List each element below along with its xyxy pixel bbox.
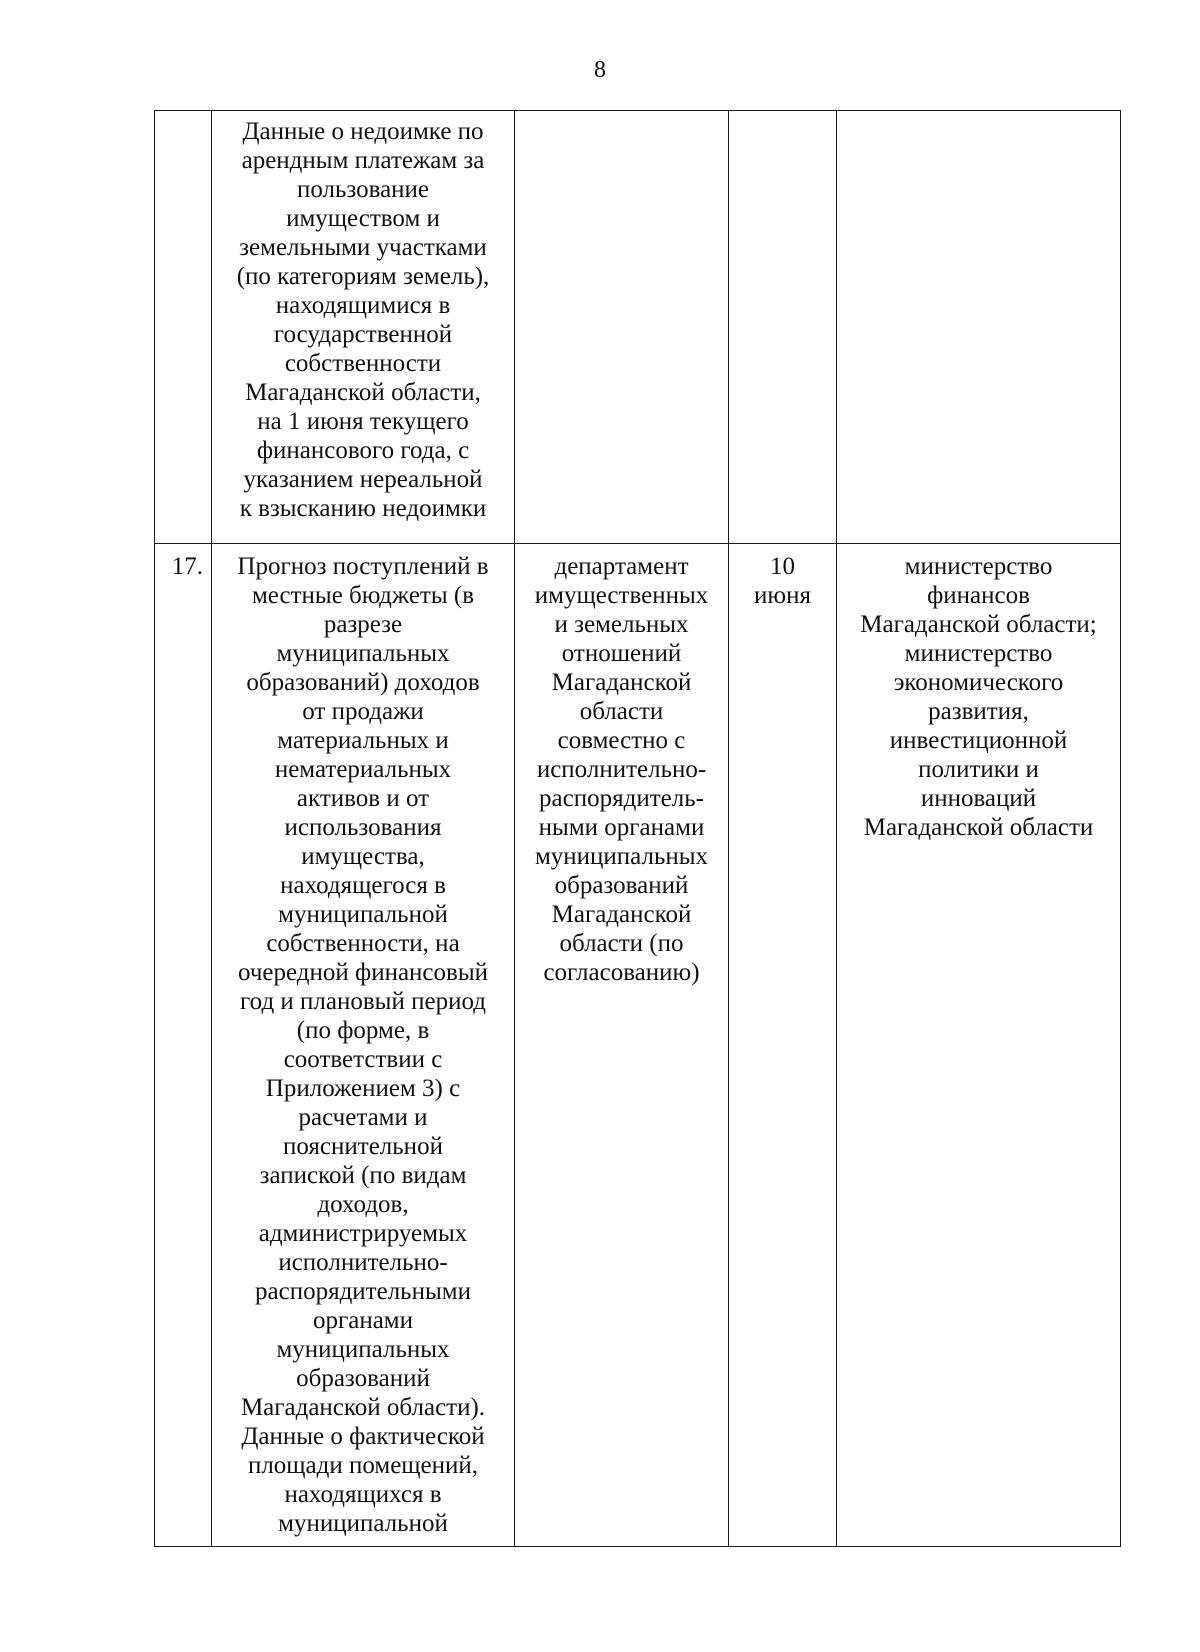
row-number-cell (155, 111, 212, 544)
deadline-cell: 10 июня (729, 544, 837, 1547)
table-row (155, 111, 1121, 544)
page-number: 8 (594, 57, 606, 83)
recipient-cell (837, 111, 1121, 544)
executor-cell (515, 111, 729, 544)
document-table (154, 110, 1121, 1547)
description-cell: Прогноз поступлений в местные бюджеты (в разрезе муниципальных образований) доходов от продажи материальных и нематериальных активов и от использования имущества, находящегося в муниципальной собственности, на очередной финансовый год и плановый период (по форме, в соответствии с Приложением 3) с расчетами и пояснительной запиской (по видам доходов, администрируемых исполнительно- распорядительными органами муниципальных образований Магаданской области). Данные о фактической площади помещений, находящихся в муниципальной (212, 544, 515, 1547)
recipient-cell: министерство финансов Магаданской области; министерство экономического развития, инвестиционной политики и инноваций Магаданской области (837, 544, 1121, 1547)
table-row (155, 544, 1121, 1547)
deadline-cell (729, 111, 837, 544)
row-number-cell: 17. (155, 544, 212, 1547)
description-cell: Данные о недоимке по арендным платежам за пользование имуществом и земельными участками (по категориям земель), находящимися в государственной собственности Магаданской области, на 1 июня текущего финансового года, с указанием нереальной к взысканию недоимки (212, 111, 515, 544)
executor-cell: департамент имущественных и земельных отношений Магаданской области совместно с исполнительно- распорядитель- ными органами муниципальных образований Магаданской области (по согласованию) (515, 544, 729, 1547)
